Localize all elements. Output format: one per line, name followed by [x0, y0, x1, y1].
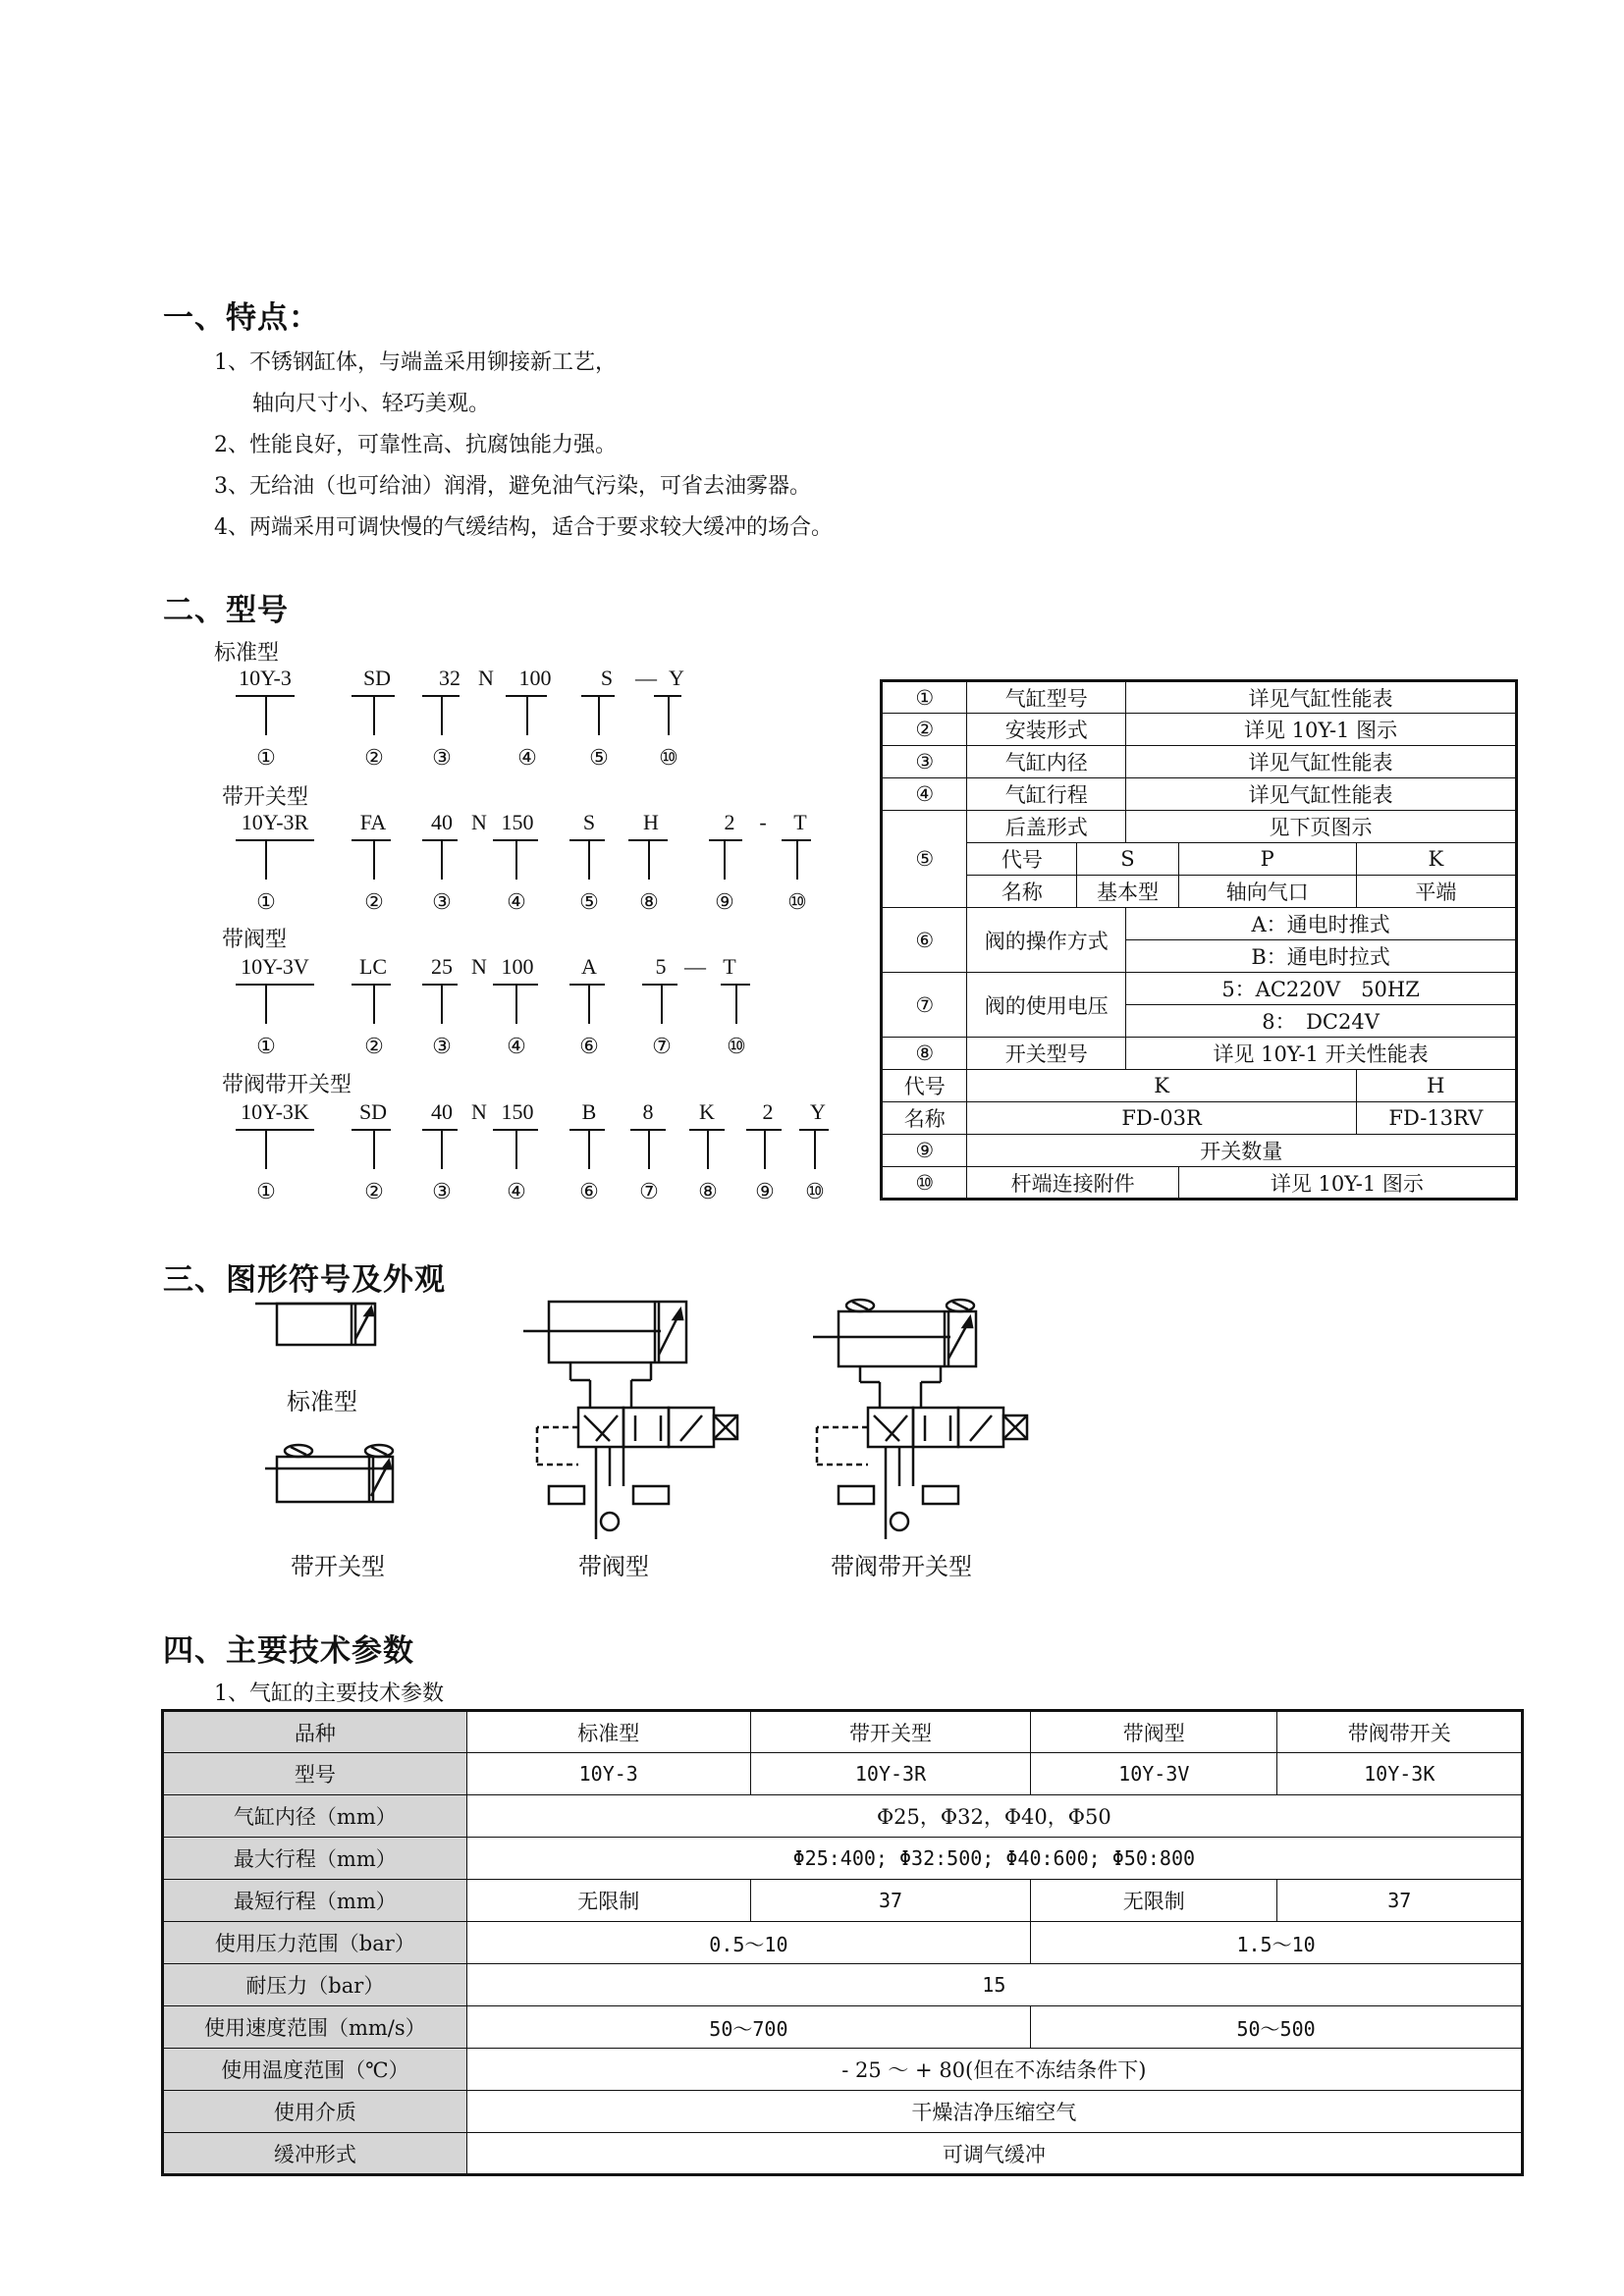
model-code-stem	[814, 1130, 816, 1169]
model-code-stem	[526, 696, 528, 735]
cell: 8： DC24V	[1126, 1005, 1517, 1038]
model-code-segment: T	[723, 954, 736, 979]
model-code-number: ⑩	[727, 1035, 746, 1059]
table-row	[882, 811, 1517, 843]
model-code-segment: N	[471, 810, 487, 834]
model-code-stem	[265, 840, 267, 880]
table-row	[882, 681, 1517, 714]
cell: 37	[750, 1880, 1030, 1922]
table-row	[163, 1711, 1523, 1753]
cell: 详见 10Y-1 图示	[1126, 714, 1517, 746]
model-code-stem	[441, 840, 443, 880]
model-code-number: ⑥	[579, 1035, 599, 1059]
caption-standard: 标准型	[287, 1388, 357, 1415]
cell: ⑦	[882, 973, 967, 1038]
model-code-number: ④	[507, 890, 526, 915]
model-code-number: ⑨	[715, 890, 734, 915]
caption-switch: 带开关型	[291, 1553, 385, 1580]
model-code-number: ②	[364, 746, 384, 771]
model-code-underline	[422, 984, 458, 986]
model-code-number: ④	[507, 1035, 526, 1059]
model-code-stem	[265, 696, 267, 735]
model-code-number: ①	[256, 1180, 276, 1204]
model-code-valve	[236, 954, 844, 1082]
model-code-stem	[588, 985, 590, 1024]
cell: 带开关型	[750, 1711, 1030, 1753]
model-code-standard	[236, 666, 844, 793]
cell: 气缸内径（mm）	[163, 1795, 467, 1838]
cell: Φ25，Φ32，Φ40，Φ50	[466, 1795, 1522, 1838]
valve-cylinder-symbol	[515, 1294, 741, 1539]
table-row	[163, 2049, 1523, 2091]
table-row	[163, 1753, 1523, 1795]
table-row	[882, 843, 1517, 876]
model-code-number: ⑤	[589, 746, 609, 771]
feature-1-cont: 轴向尺寸小、轻巧美观。	[252, 392, 491, 416]
table-row	[882, 1135, 1517, 1167]
section4-subtitle: 1、气缸的主要技术参数	[214, 1682, 444, 1706]
model-code-number: ④	[507, 1180, 526, 1204]
table-row	[882, 908, 1517, 940]
cell: 50～700	[466, 2006, 1030, 2049]
cell: 最短行程（mm）	[163, 1880, 467, 1922]
cell: 杆端连接附件	[967, 1167, 1178, 1200]
cell: 详见气缸性能表	[1126, 778, 1517, 811]
model-code-stem	[441, 985, 443, 1024]
model-code-stem	[515, 840, 517, 880]
cell: 无限制	[466, 1880, 750, 1922]
model-code-segment: K	[699, 1099, 715, 1124]
table-row	[882, 1038, 1517, 1070]
cell: 代号	[882, 1070, 967, 1102]
model-code-segment: SD	[358, 1099, 388, 1124]
model-code-segment: 100	[518, 666, 552, 690]
model-code-segment: 40	[431, 810, 453, 834]
model-code-underline	[642, 984, 677, 986]
feature-1: 1、不锈钢缸体，与端盖采用铆接新工艺，	[214, 350, 617, 375]
cell: 带阀型	[1031, 1711, 1277, 1753]
model-code-stem	[648, 840, 650, 880]
cell: 阀的使用电压	[967, 973, 1126, 1038]
model-code-stem	[441, 1130, 443, 1169]
cell: 名称	[967, 876, 1077, 908]
cell: B：通电时拉式	[1126, 940, 1517, 973]
model-code-underline	[422, 839, 458, 841]
tech-params-table	[161, 1709, 1524, 2176]
table-row	[882, 1102, 1517, 1135]
model-code-segment: -	[759, 810, 767, 834]
model-code-stem	[764, 1130, 766, 1169]
cell: 气缸内径	[967, 746, 1126, 778]
cell: 10Y-3V	[1031, 1753, 1277, 1795]
table-row	[882, 1167, 1517, 1200]
cell: S	[1077, 843, 1179, 876]
section2-title: 二、型号	[163, 593, 289, 628]
cell: 代号	[967, 843, 1077, 876]
cell: 使用压力范围（bar）	[163, 1922, 467, 1964]
model-code-stem	[515, 1130, 517, 1169]
cell: 15	[466, 1964, 1522, 2006]
feature-2: 2、性能良好，可靠性高、抗腐蚀能力强。	[214, 433, 617, 457]
cell: 气缸型号	[967, 681, 1126, 714]
model-code-stem	[588, 1130, 590, 1169]
cell: 名称	[882, 1102, 967, 1135]
cell: 安装形式	[967, 714, 1126, 746]
model-code-segment: 32	[439, 666, 460, 690]
model-code-segment: N	[471, 1099, 487, 1124]
model-code-stem	[661, 985, 663, 1024]
model-code-stem	[668, 696, 670, 735]
model-code-segment: 10Y-3K	[241, 1099, 309, 1124]
model-code-segment: 10Y-3V	[241, 954, 309, 979]
model-code-stem	[265, 1130, 267, 1169]
cell: 37	[1277, 1880, 1523, 1922]
model-code-stem	[265, 985, 267, 1024]
model-code-number: ②	[364, 1180, 384, 1204]
table-row	[882, 876, 1517, 908]
cell: ③	[882, 746, 967, 778]
model-code-segment: 150	[501, 810, 534, 834]
cell: ②	[882, 714, 967, 746]
table-row	[163, 2006, 1523, 2049]
cell: 10Y-3R	[750, 1753, 1030, 1795]
model-code-number: ⑧	[639, 890, 659, 915]
cell: 标准型	[466, 1711, 750, 1753]
model-spec-table	[880, 679, 1518, 1201]
model-code-number: ①	[256, 746, 276, 771]
cell: FD-03R	[967, 1102, 1356, 1135]
model-code-number: ③	[432, 746, 452, 771]
table-row	[163, 2091, 1523, 2133]
feature-4: 4、两端采用可调快慢的气缓结构，适合于要求较大缓冲的场合。	[214, 515, 833, 540]
cell: 10Y-3K	[1277, 1753, 1523, 1795]
model-label-valve: 带阀型	[222, 928, 288, 952]
model-code-number: ⑩	[787, 890, 807, 915]
table-row	[163, 1880, 1523, 1922]
cell: 缓冲形式	[163, 2133, 467, 2175]
cell: ④	[882, 778, 967, 811]
model-code-segment: T	[793, 810, 807, 834]
cell: 使用速度范围（mm/s）	[163, 2006, 467, 2049]
cell: ⑥	[882, 908, 967, 973]
cell: K	[967, 1070, 1356, 1102]
cell: 可调气缓冲	[466, 2133, 1522, 2175]
cell: 干燥洁净压缩空气	[466, 2091, 1522, 2133]
model-code-segment: 150	[501, 1099, 534, 1124]
model-code-number: ⑤	[579, 890, 599, 915]
cell: 带阀带开关	[1277, 1711, 1523, 1753]
cell: 详见 10Y-1 开关性能表	[1126, 1038, 1517, 1070]
model-code-number: ⑩	[659, 746, 678, 771]
cell: 使用介质	[163, 2091, 467, 2133]
model-code-segment: Y	[810, 1099, 826, 1124]
cell: 轴向气口	[1178, 876, 1356, 908]
model-code-number: ⑥	[579, 1180, 599, 1204]
model-code-segment: 5	[655, 954, 667, 979]
model-label-valve-switch: 带阀带开关型	[222, 1073, 352, 1097]
model-code-segment: —	[684, 954, 706, 979]
model-label-standard: 标准型	[214, 641, 280, 666]
caption-valve-switch: 带阀带开关型	[831, 1553, 972, 1580]
cell: 基本型	[1077, 876, 1179, 908]
cell: ⑩	[882, 1167, 967, 1200]
model-code-segment: 8	[642, 1099, 654, 1124]
model-code-stem	[373, 840, 375, 880]
table-row	[163, 1795, 1523, 1838]
model-code-switch	[236, 810, 844, 937]
model-code-segment: 40	[431, 1099, 453, 1124]
cell: 0.5～10	[466, 1922, 1030, 1964]
cell: 见下页图示	[1126, 811, 1517, 843]
cell: 平端	[1356, 876, 1516, 908]
model-code-number: ①	[256, 1035, 276, 1059]
cell: Φ25:400; Φ32:500; Φ40:600; Φ50:800	[466, 1838, 1522, 1880]
model-code-underline	[569, 984, 605, 986]
model-code-underline	[352, 984, 391, 986]
section4-title: 四、主要技术参数	[163, 1633, 414, 1669]
cell: 5：AC220V 50HZ	[1126, 973, 1517, 1005]
table-row	[163, 1922, 1523, 1964]
model-code-segment: 10Y-3	[239, 666, 292, 690]
model-code-number: ④	[517, 746, 537, 771]
model-code-segment: S	[582, 810, 596, 834]
model-code-number: ①	[256, 890, 276, 915]
cell: 50～500	[1031, 2006, 1523, 2049]
model-code-segment: FA	[359, 810, 387, 834]
cell: ⑧	[882, 1038, 967, 1070]
model-code-segment: —	[635, 666, 657, 690]
cell: ①	[882, 681, 967, 714]
caption-valve: 带阀型	[578, 1553, 649, 1580]
model-code-stem	[707, 1130, 709, 1169]
standard-cylinder-symbol	[245, 1294, 403, 1353]
cell: 开关型号	[967, 1038, 1126, 1070]
valve-switch-cylinder-symbol	[805, 1294, 1031, 1539]
cell: 使用温度范围（℃）	[163, 2049, 467, 2091]
model-code-number: ⑧	[698, 1180, 718, 1204]
model-label-switch: 带开关型	[222, 785, 309, 810]
model-code-segment: B	[581, 1099, 597, 1124]
table-row	[163, 2133, 1523, 2175]
cell: 详见气缸性能表	[1126, 746, 1517, 778]
model-code-stem	[796, 840, 798, 880]
cell: 品种	[163, 1711, 467, 1753]
model-code-underline	[422, 1129, 458, 1131]
feature-3: 3、无给油（也可给油）润滑，避免油气污染，可省去油雾器。	[214, 474, 811, 499]
cell: 开关数量	[967, 1135, 1517, 1167]
cell: 1.5～10	[1031, 1922, 1523, 1964]
model-code-number: ②	[364, 890, 384, 915]
table-row	[163, 1838, 1523, 1880]
model-code-underline	[709, 839, 742, 841]
model-code-segment: 2	[762, 1099, 774, 1124]
model-code-stem	[373, 696, 375, 735]
model-code-stem	[373, 1130, 375, 1169]
cell: 气缸行程	[967, 778, 1126, 811]
model-code-underline	[352, 1129, 391, 1131]
model-code-underline	[569, 839, 605, 841]
table-row	[882, 714, 1517, 746]
model-code-valve-switch	[236, 1099, 844, 1227]
model-code-segment: 100	[501, 954, 534, 979]
table-row	[882, 973, 1517, 1005]
cell: 耐压力（bar）	[163, 1964, 467, 2006]
model-code-segment: H	[643, 810, 659, 834]
model-code-underline	[569, 1129, 605, 1131]
model-code-number: ③	[432, 1180, 452, 1204]
model-code-number: ③	[432, 1035, 452, 1059]
cell: 后盖形式	[967, 811, 1126, 843]
model-code-segment: S	[600, 666, 614, 690]
model-code-segment: SD	[362, 666, 392, 690]
model-code-number: ⑨	[755, 1180, 775, 1204]
model-code-stem	[735, 985, 737, 1024]
model-code-number: ②	[364, 1035, 384, 1059]
cell: ⑨	[882, 1135, 967, 1167]
model-code-segment: N	[471, 954, 487, 979]
model-code-underline	[236, 984, 314, 986]
model-code-stem	[648, 1130, 650, 1169]
model-code-stem	[588, 840, 590, 880]
section1-title: 一、特点：	[163, 300, 320, 336]
cell: P	[1178, 843, 1356, 876]
cell: 10Y-3	[466, 1753, 750, 1795]
cell: FD-13RV	[1356, 1102, 1516, 1135]
model-code-segment: Y	[669, 666, 684, 690]
model-code-number: ⑩	[805, 1180, 825, 1204]
switch-cylinder-symbol	[255, 1433, 412, 1512]
table-row	[163, 1964, 1523, 2006]
model-code-stem	[598, 696, 600, 735]
model-code-segment: LC	[358, 954, 388, 979]
cell: 最大行程（mm）	[163, 1838, 467, 1880]
table-row	[882, 1070, 1517, 1102]
model-code-segment: N	[478, 666, 494, 690]
model-code-stem	[373, 985, 375, 1024]
model-code-segment: 10Y-3R	[241, 810, 309, 834]
model-code-underline	[352, 839, 391, 841]
model-code-segment: A	[581, 954, 597, 979]
table-row	[882, 778, 1517, 811]
table-row	[882, 746, 1517, 778]
model-code-number: ③	[432, 890, 452, 915]
cell: 详见气缸性能表	[1126, 681, 1517, 714]
model-code-underline	[236, 839, 314, 841]
cell: A：通电时推式	[1126, 908, 1517, 940]
cell: H	[1356, 1070, 1516, 1102]
cell: 阀的操作方式	[967, 908, 1126, 973]
model-code-stem	[724, 840, 726, 880]
model-code-stem	[441, 696, 443, 735]
section3-title: 三、图形符号及外观	[163, 1262, 446, 1298]
model-code-underline	[236, 1129, 314, 1131]
cell: - 25 ～ + 80(但在不冻结条件下)	[466, 2049, 1522, 2091]
cell: 型号	[163, 1753, 467, 1795]
model-code-segment: 25	[431, 954, 453, 979]
model-code-stem	[515, 985, 517, 1024]
cell: ⑤	[882, 811, 967, 908]
model-code-number: ⑦	[652, 1035, 672, 1059]
cell: 详见 10Y-1 图示	[1178, 1167, 1516, 1200]
cell: 无限制	[1031, 1880, 1277, 1922]
model-code-segment: 2	[724, 810, 735, 834]
model-code-number: ⑦	[639, 1180, 659, 1204]
cell: K	[1356, 843, 1516, 876]
